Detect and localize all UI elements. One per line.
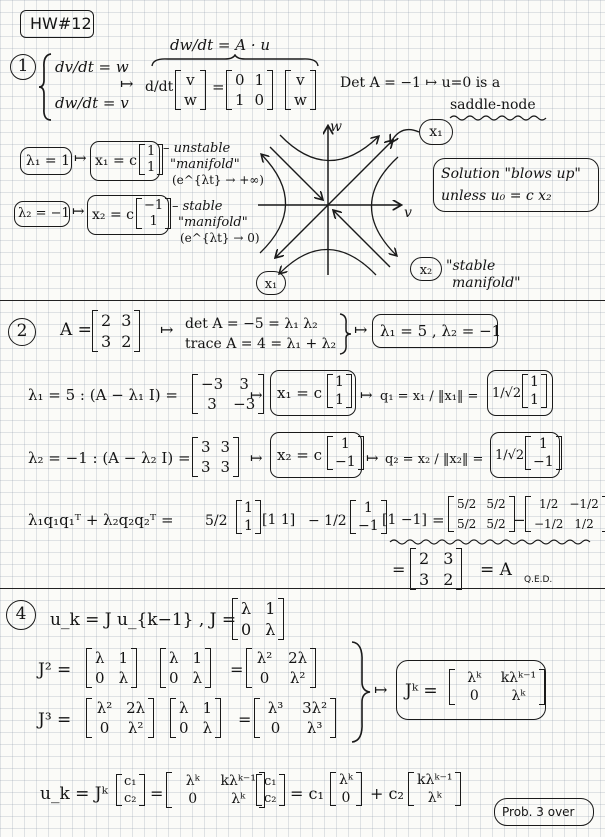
ode-1: dv/dt = w [55, 58, 129, 76]
j3-result [254, 698, 336, 738]
problem-1-number-text: 1 [17, 56, 29, 76]
lambda1-box [20, 147, 72, 175]
cell: λᵏ [427, 790, 442, 806]
row-vector-1-m1: [1 −1] [382, 512, 427, 528]
blows-up-box [433, 158, 599, 212]
x1-bottom-tag: x₁ [264, 277, 278, 292]
result-matrix [410, 548, 462, 590]
cell: 0 [254, 91, 265, 109]
cell: λ² [256, 649, 273, 667]
recurrence: u_k = J u_{k−1} , J = [50, 610, 237, 630]
cell: 1 [538, 436, 548, 452]
x1-tag-circle [419, 119, 453, 145]
c2-vector [408, 772, 461, 806]
arrow-icon-6: ↦ [360, 386, 373, 404]
cell: 1 [147, 144, 156, 159]
cell: 3 [220, 458, 231, 476]
cell: kλᵏ⁻¹ [500, 670, 537, 686]
x1-text: x₁ = c [95, 153, 137, 169]
system-label: dw/dt = A · u [170, 36, 271, 54]
row1-q-frac: 1/√2 [492, 386, 522, 401]
cell: λ³ [267, 699, 284, 717]
exp-decay: (e^{λt} → 0) [180, 231, 260, 245]
cell: 2 [443, 570, 454, 589]
uk-matrix [166, 772, 265, 808]
manifold-label-2: "manifold" [178, 215, 248, 230]
c2-term: + c₂ [370, 784, 404, 803]
problem-1-brace [38, 52, 54, 122]
c1-vector [330, 772, 362, 806]
cell: 1 [147, 160, 156, 175]
x1-tag: x₁ [429, 124, 443, 140]
matrix-a [226, 70, 273, 110]
cell: c₂ [124, 791, 137, 806]
row2-lhs: λ₂ = −1 : (A − λ₂ I) = [28, 449, 191, 467]
cell: 1 [118, 649, 129, 667]
j3-factor-2 [170, 698, 221, 738]
blows-up-line-2: unless u₀ = c x₂ [441, 188, 552, 204]
cell: λᵏ [511, 688, 526, 704]
wavy-underline [388, 538, 598, 546]
arrow-icon-8: ↦ [366, 449, 379, 467]
arrow-icon-3: ↦ [160, 320, 174, 339]
cell: v [186, 71, 195, 89]
row2-q-box [490, 432, 560, 478]
det-line: det A = −5 = λ₁ λ₂ [185, 316, 318, 332]
cell: 3 [220, 438, 231, 456]
row2-q-vector [525, 436, 562, 470]
cell: λ [179, 699, 189, 717]
mapsto-arrow-icon: ↦ [120, 74, 134, 93]
cell: 0 [341, 790, 351, 806]
matrix-halves [525, 496, 605, 532]
row-vector-1-1: [1 1] [262, 512, 296, 528]
jk-lhs: Jᵏ = [405, 681, 438, 701]
section-divider-1 [0, 300, 605, 301]
row1-x-text: x₁ = c [277, 384, 322, 402]
row1-q-box [487, 370, 553, 416]
arrow-icon-9: ↦ [374, 680, 388, 699]
matrix-j [232, 598, 284, 640]
problem-2-number [8, 318, 36, 346]
equals-j2: = [230, 660, 244, 679]
j2-factor-1 [86, 648, 137, 688]
row2-x-vector [327, 436, 364, 470]
a-label: A = [60, 320, 92, 340]
cell: λ² [96, 699, 113, 717]
blows-up-line-1: Solution "blows up" [441, 166, 581, 182]
matrix-five-halves [448, 496, 515, 532]
stable-label: – stable [172, 199, 223, 214]
cell: 0 [169, 669, 179, 687]
over-text: Prob. 3 over [502, 805, 575, 819]
cell: λ³ [306, 719, 323, 737]
arrow-icon-7: ↦ [250, 449, 263, 467]
x1-vector [139, 144, 163, 175]
cell: 1 [340, 436, 350, 452]
cell: 1 [363, 500, 373, 516]
cell: 0 [179, 719, 189, 737]
c1-term: = c₁ [290, 784, 324, 803]
saddle-underline [448, 114, 548, 122]
cell: 1/2 [539, 497, 559, 511]
qed: Q.E.D. [524, 575, 553, 585]
cell: v [296, 71, 305, 89]
cell: 5/2 [457, 517, 477, 531]
cell: −3 [201, 375, 224, 393]
cell: w [184, 91, 197, 109]
x1-bottom-tag-circle [256, 271, 286, 295]
cell: 0 [95, 669, 105, 687]
cell: λ² [127, 719, 144, 737]
system-label-brace [150, 54, 320, 68]
cell: −1 [144, 198, 164, 213]
cell: 0 [469, 688, 479, 704]
cell: λᵏ [339, 772, 353, 788]
hw-label: HW#12 [30, 14, 92, 33]
cell: 1 [244, 518, 253, 534]
section-divider-2 [0, 588, 605, 589]
det-trace-brace [338, 312, 352, 356]
vector-1-1 [236, 500, 261, 534]
equals-2: = [432, 511, 445, 529]
jk-box [396, 660, 546, 720]
equals-3: = [392, 560, 406, 579]
uk-lhs: u_k = Jᵏ [40, 784, 108, 804]
cell: 1 [335, 374, 344, 390]
row2-q-frac: 1/√2 [495, 448, 525, 463]
row1-q-vector [522, 374, 547, 408]
row2-x-box [270, 432, 362, 478]
cell: 2λ [288, 649, 308, 667]
cell: 3 [419, 570, 430, 589]
arrow-icon: ↦ [74, 149, 87, 167]
cell: λ [265, 620, 276, 639]
j3-factor-1 [86, 698, 154, 738]
cell: λ² [289, 669, 306, 687]
arrow-icon-2: ↦ [72, 202, 85, 220]
cell: c₁ [264, 774, 277, 789]
cell: 5/2 [486, 497, 506, 511]
row1-x-vector [327, 374, 352, 408]
jk-matrix [449, 669, 545, 705]
vector-vw [175, 70, 206, 110]
cell: 0 [99, 719, 110, 737]
arrow-icon-4: ↦ [354, 320, 368, 339]
cell: 1 [244, 500, 253, 516]
eigenvalue-box [372, 314, 502, 348]
stable-manifold-label-2: manifold" [452, 275, 521, 291]
cell: w [294, 91, 307, 109]
cell: 1 [530, 392, 539, 408]
cell: c₁ [124, 774, 137, 789]
row1-q: q₁ = x₁ / ‖x₁‖ = [380, 389, 479, 404]
cell: 3 [201, 438, 211, 456]
cell: 1 [335, 392, 344, 408]
cell: kλᵏ⁻¹ [417, 772, 453, 788]
cell: c₂ [264, 791, 277, 806]
x1-box [90, 141, 160, 181]
axis-w-label: w [330, 119, 342, 135]
cell: 5/2 [486, 517, 506, 531]
cell: 1 [530, 374, 539, 390]
lambda1-text: λ₁ = 1 [26, 153, 71, 169]
cell: 1 [192, 649, 203, 667]
cell: 1 [235, 91, 245, 109]
arrow-icon-5: ↦ [250, 386, 263, 404]
cell: 3 [443, 549, 454, 568]
trace-line: trace A = 4 = λ₁ + λ₂ [185, 336, 337, 352]
cell: 0 [259, 669, 270, 687]
x2-box [87, 195, 169, 235]
cell: −1 [533, 454, 554, 470]
ddt-operator: d/dt [145, 79, 174, 95]
vector-vw-right [285, 70, 316, 110]
x2-tag: x₂ [419, 263, 433, 278]
cell: λ [169, 649, 179, 667]
axis-v-label: v [404, 205, 412, 221]
lambda2-box [14, 201, 70, 227]
five-halves: 5/2 [205, 513, 228, 529]
equals-uk: = [150, 784, 164, 803]
cell: 2 [121, 332, 132, 351]
ode-2: dw/dt = v [55, 94, 129, 112]
manifold-label-1: "manifold" [170, 157, 240, 172]
j2-lhs: J² = [38, 660, 72, 680]
cell: 3 [121, 311, 132, 330]
cell: λ [95, 649, 105, 667]
hw-label-box [20, 10, 94, 38]
powers-brace [350, 640, 372, 744]
cell: 5/2 [457, 497, 477, 511]
cell: 3 [239, 375, 249, 393]
cell: 3λ² [302, 699, 328, 717]
row2-q: q₂ = x₂ / ‖x₂‖ = [385, 452, 484, 467]
cell: λ [118, 669, 129, 687]
row1-lhs: λ₁ = 5 : (A − λ₁ I) = [28, 386, 178, 404]
cell: λ [202, 719, 213, 737]
exp-growth: (e^{λt} → +∞) [172, 173, 264, 187]
lambda2-text: λ₂ = −1 [18, 206, 70, 221]
unstable-label: – unstable [163, 141, 231, 156]
row2-x-text: x₂ = c [277, 446, 322, 464]
cell: λ [192, 669, 203, 687]
cell: 0 [241, 620, 252, 639]
cell: 2 [101, 311, 112, 330]
cell: λᵏ [185, 773, 200, 789]
cell: 2 [419, 549, 430, 568]
cell: 0 [235, 71, 245, 89]
minus-half: − 1/2 [308, 513, 347, 529]
cell: −1 [335, 454, 356, 470]
matrix-a-2 [92, 310, 140, 352]
c-vector-2 [256, 774, 285, 806]
x2-vector [136, 198, 171, 229]
problem-4-number-text: 4 [15, 604, 27, 624]
eigenvalue-text: λ₁ = 5 , λ₂ = −1 [380, 322, 502, 340]
cell: 1 [265, 599, 276, 618]
spectral-lhs: λ₁q₁q₁ᵀ + λ₂q₂q₂ᵀ = [28, 511, 174, 529]
cell: −3 [233, 395, 256, 413]
cell: λᵏ [231, 791, 246, 807]
cell: 1 [149, 214, 158, 229]
det-statement: Det A = −1 ↦ u=0 is a [340, 75, 501, 91]
cell: kλᵏ⁻¹ [220, 773, 256, 789]
cell: λᵏ [467, 670, 482, 686]
cell: 0 [188, 791, 198, 807]
cell: 1/2 [574, 517, 594, 531]
stable-manifold-label-1: "stable [446, 258, 496, 274]
row1-x-box [270, 370, 356, 416]
minus-sign: − [513, 511, 526, 529]
cell: 1 [202, 699, 213, 717]
x2-tag-circle [410, 257, 442, 281]
problem-4-number [6, 600, 36, 630]
j2-result [246, 648, 316, 688]
cell: 2λ [126, 699, 146, 717]
over-box [494, 798, 594, 826]
saddle-node-label: saddle-node [450, 97, 536, 113]
row2-matrix [192, 437, 239, 477]
j2-factor-2 [160, 648, 211, 688]
j3-lhs: J³ = [38, 710, 72, 730]
cell: −1/2 [569, 497, 599, 511]
problem-2-number-text: 2 [16, 321, 28, 341]
cell: 1 [254, 71, 265, 89]
cell: 3 [201, 458, 211, 476]
cell: λ [241, 599, 252, 618]
equals: = [212, 78, 225, 96]
c-vector [116, 774, 145, 806]
problem-1-number [10, 54, 36, 80]
cell: 3 [101, 332, 112, 351]
cell: −1/2 [534, 517, 564, 531]
cell: −1 [358, 518, 379, 534]
result-equals-a: = A [480, 560, 512, 580]
x2-text: x₂ = c [92, 207, 134, 223]
cell: 3 [207, 395, 217, 413]
cell: 0 [270, 719, 281, 737]
equals-j3: = [238, 710, 252, 729]
